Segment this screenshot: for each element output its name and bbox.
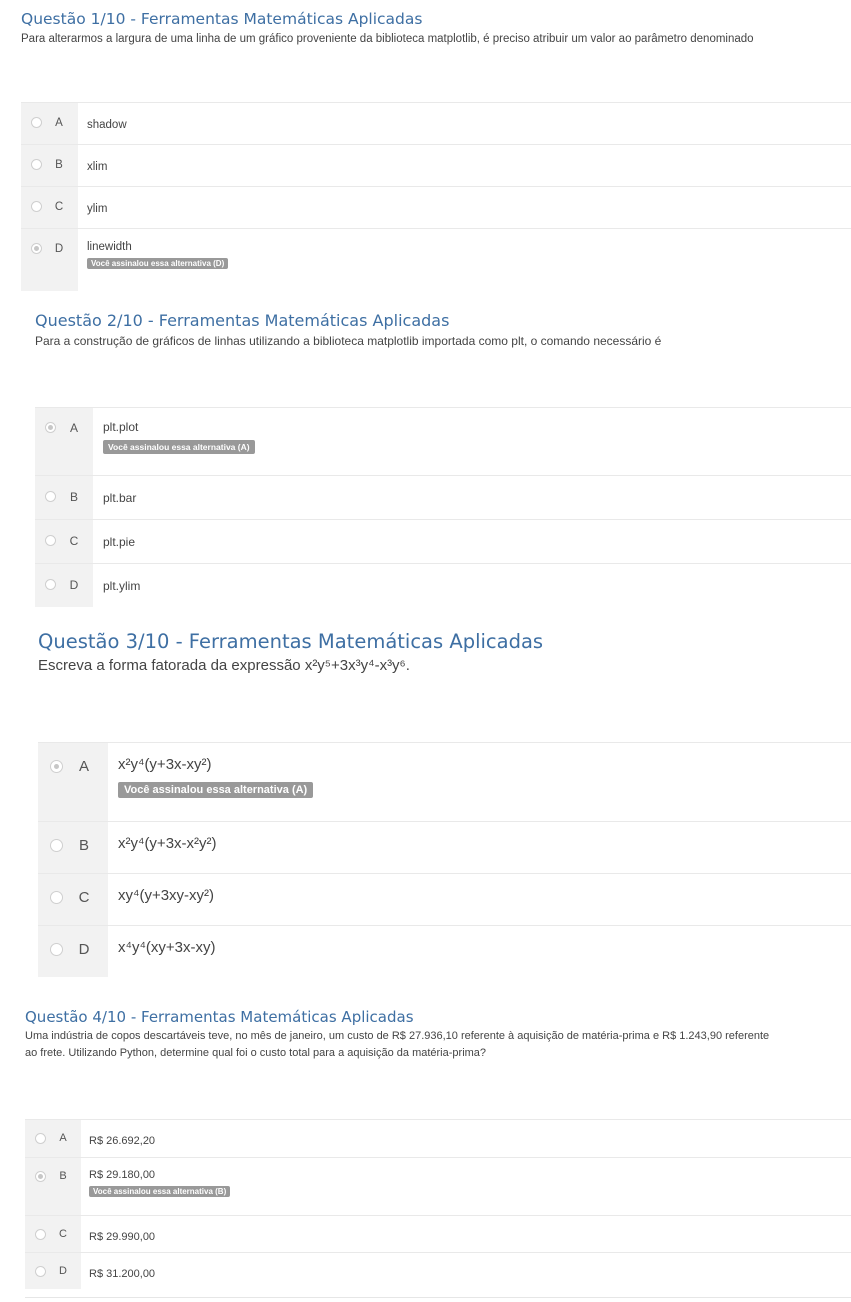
option-d[interactable]	[25, 1252, 851, 1289]
question-4-title: Questão 4/10 - Ferramentas Matemáticas Aplicadas	[25, 1008, 414, 1026]
radio-button[interactable]	[35, 1266, 46, 1277]
radio-button[interactable]	[35, 1229, 46, 1240]
radio-button[interactable]	[31, 117, 42, 128]
option-text: x²y⁴(y+3x-xy²)	[118, 756, 212, 773]
option-b[interactable]	[35, 475, 851, 519]
selected-answer-badge: Você assinalou essa alternativa (A)	[103, 440, 255, 454]
question-1	[21, 9, 754, 47]
option-text: R$ 31.200,00	[89, 1268, 156, 1280]
question-2-title: Questão 2/10 - Ferramentas Matemáticas Aplicadas	[35, 311, 450, 330]
radio-button[interactable]	[45, 535, 56, 546]
selected-answer-badge: Você assinalou essa alternativa (A)	[118, 782, 313, 798]
option-letter: C	[78, 889, 90, 906]
option-b[interactable]	[21, 144, 851, 186]
option-a[interactable]	[21, 102, 851, 144]
question-3-title: Questão 3/10 - Ferramentas Matemáticas Aplicadas	[38, 630, 544, 653]
option-text: xlim	[87, 161, 108, 173]
option-letter: B	[59, 1170, 67, 1182]
option-letter: B	[78, 837, 89, 854]
option-c[interactable]	[25, 1215, 851, 1252]
question-4-options	[25, 1119, 851, 1289]
option-letter: A	[55, 117, 63, 129]
divider	[25, 1297, 851, 1298]
option-text: R$ 26.692,20	[89, 1135, 156, 1147]
option-letter: D	[59, 1265, 67, 1277]
option-text: plt.ylim	[103, 579, 141, 593]
option-letter: A	[69, 421, 78, 435]
option-letter: A	[78, 758, 89, 775]
option-b[interactable]	[25, 1157, 851, 1215]
radio-button[interactable]	[50, 839, 63, 852]
option-letter: B	[55, 159, 63, 171]
option-a[interactable]	[38, 742, 851, 821]
selected-answer-badge: Você assinalou essa alternativa (B)	[89, 1186, 230, 1197]
question-3-text	[38, 656, 543, 676]
question-3-expression: x²y⁵+3x³y⁴-x³y⁶.	[304, 657, 410, 674]
question-2-options	[35, 407, 851, 607]
option-d[interactable]	[21, 228, 851, 291]
option-letter: D	[78, 941, 90, 958]
option-c[interactable]	[38, 873, 851, 925]
radio-button-selected[interactable]	[45, 422, 56, 433]
option-a[interactable]	[35, 407, 851, 475]
option-letter: A	[59, 1132, 67, 1144]
option-c[interactable]	[21, 186, 851, 228]
question-1-title: Questão 1/10 - Ferramentas Matemáticas Aplicadas	[21, 10, 423, 28]
option-letter: C	[54, 201, 64, 213]
question-2-text: Para a construção de gráficos de linhas utilizando a biblioteca matplotlib importada como plt, o comando necessário é	[35, 334, 662, 348]
option-text: plt.plot	[103, 420, 139, 434]
radio-button[interactable]	[50, 943, 63, 956]
question-1-options	[21, 102, 851, 291]
radio-button[interactable]	[35, 1133, 46, 1144]
radio-button-selected[interactable]	[50, 760, 63, 773]
option-letter: B	[69, 490, 78, 504]
question-2	[35, 311, 661, 349]
question-3-options	[38, 742, 851, 977]
radio-button-selected[interactable]	[31, 243, 42, 254]
radio-button[interactable]	[45, 579, 56, 590]
question-4-text-line-2: ao frete. Utilizando Python, determine qual foi o custo total para a aquisição da matéria-prima?	[25, 1047, 487, 1059]
radio-button[interactable]	[45, 491, 56, 502]
option-text: x⁴y⁴(xy+3x-xy)	[118, 939, 216, 956]
option-a[interactable]	[25, 1119, 851, 1157]
option-letter: C	[59, 1228, 67, 1240]
option-b[interactable]	[38, 821, 851, 873]
option-text: plt.pie	[103, 535, 136, 549]
question-4	[25, 1008, 769, 1062]
option-text: plt.bar	[103, 491, 137, 505]
option-text: x²y⁴(y+3x-x²y²)	[118, 835, 217, 852]
option-text: linewidth	[87, 241, 132, 253]
selected-answer-badge: Você assinalou essa alternativa (D)	[87, 258, 228, 269]
question-4-text-line-1: Uma indústria de copos descartáveis teve, no mês de janeiro, um custo de R$ 27.936,10 referente à aquisição de matéria-prima e R$ 1.243,90 referente	[25, 1030, 770, 1042]
question-3	[38, 629, 543, 676]
option-letter: D	[69, 578, 79, 592]
option-text: ylim	[87, 203, 108, 215]
question-3-prefix: Escreva a forma fatorada da expressão	[38, 657, 305, 674]
radio-button[interactable]	[31, 201, 42, 212]
radio-button[interactable]	[50, 891, 63, 904]
option-text: xy⁴(y+3xy-xy²)	[118, 887, 215, 904]
option-text: R$ 29.180,00	[89, 1169, 156, 1181]
option-d[interactable]	[38, 925, 851, 977]
option-text: shadow	[87, 119, 127, 131]
option-letter: D	[54, 243, 64, 255]
question-1-text: Para alterarmos a largura de uma linha de um gráfico proveniente da biblioteca matplotlib, é preciso atribuir um valor ao parâmetro denominado	[21, 33, 754, 45]
radio-button-selected[interactable]	[35, 1171, 46, 1182]
option-d[interactable]	[35, 563, 851, 607]
option-c[interactable]	[35, 519, 851, 563]
radio-button[interactable]	[31, 159, 42, 170]
option-text: R$ 29.990,00	[89, 1231, 156, 1243]
option-letter: C	[69, 534, 79, 548]
